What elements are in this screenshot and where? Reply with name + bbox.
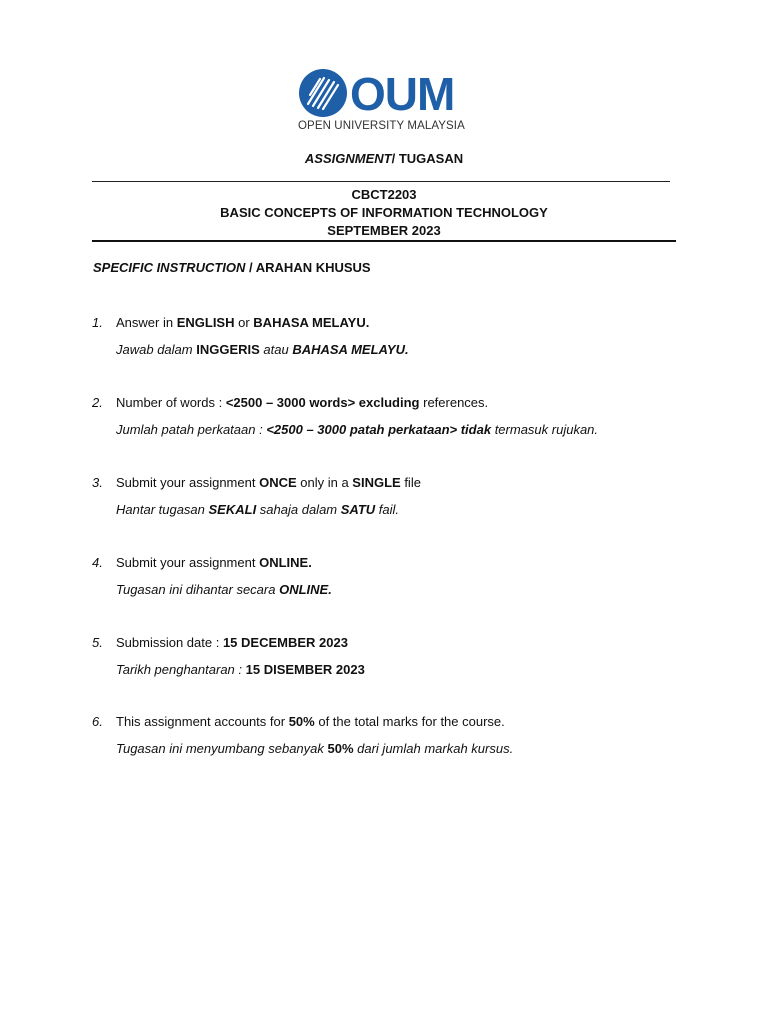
instruction-segment: Submit your assignment [116,555,260,570]
instruction-segment: ONLINE. [279,582,332,597]
header-divider [92,181,670,182]
course-name: BASIC CONCEPTS OF INFORMATION TECHNOLOGY [220,205,548,220]
instruction-segment: SATU [340,502,376,517]
instruction-number: 5. [92,635,103,650]
instruction-number: 2. [92,395,103,410]
instruction-segment: Jumlah patah perkataan : [116,422,267,437]
instruction-text-ms [116,422,598,437]
instruction-text-ms [116,342,409,357]
instruction-segment: 15 DECEMBER 2023 [222,635,348,650]
specific-instruction-en: SPECIFIC INSTRUCTION [93,260,246,275]
semester: SEPTEMBER 2023 [327,223,441,238]
instruction-segment: SINGLE [352,475,401,490]
instruction-segment: <2500 – 3000 words> excluding [225,395,420,410]
instruction-segment: file [400,475,421,490]
instruction-text-en [116,395,488,410]
instruction-segment: Tarikh penghantaran : [116,662,246,677]
instruction-segment: <2500 – 3000 patah perkataan> tidak [266,422,492,437]
assignment-title-en: ASSIGNMENT [304,151,392,166]
instruction-text-ms [116,582,332,597]
oum-logo [298,68,478,138]
instruction-segment: termasuk rujukan. [491,422,599,437]
instruction-segment: Hantar tugasan [116,502,209,517]
instruction-segment: Answer in [116,315,177,330]
instruction-segment: Tugasan ini dihantar secara [116,582,280,597]
instruction-segment: ONLINE. [259,555,312,570]
specific-instruction-heading [93,260,371,275]
instruction-segment: only in a [296,475,353,490]
instruction-segment: Submission date : [116,635,223,650]
instruction-text-ms [116,741,513,756]
instruction-segment: ENGLISH [176,315,235,330]
instruction-text-ms [116,662,365,677]
instruction-text-en [116,315,369,330]
instruction-number: 3. [92,475,103,490]
assignment-title-separator: / [391,151,399,166]
instruction-segment: INGGERIS [196,342,260,357]
instruction-segment: ONCE [259,475,297,490]
instruction-segment: 50% [288,714,315,729]
instruction-segment: atau [259,342,293,357]
instruction-number: 1. [92,315,103,330]
instruction-segment: of the total marks for the course. [314,714,505,729]
instruction-segment: sahaja dalam [256,502,341,517]
instruction-text-en [116,714,505,729]
instruction-segment: references. [419,395,489,410]
instruction-text-en [116,475,421,490]
assignment-title-ms: TUGASAN [398,151,464,166]
instruction-segment: dari jumlah markah kursus. [353,741,514,756]
instruction-segment: Submit your assignment [116,475,260,490]
specific-instruction-separator: / [245,260,256,275]
instruction-text-en [116,555,312,570]
instruction-text-en [116,635,348,650]
oum-globe-icon [298,68,348,118]
instruction-segment: fail. [375,502,400,517]
logo-brand: OUM [350,68,455,120]
course-code: CBCT2203 [351,187,417,202]
instruction-segment: BAHASA MELAYU. [253,315,370,330]
specific-instruction-ms: ARAHAN KHUSUS [255,260,371,275]
instruction-segment: 15 DISEMBER 2023 [245,662,365,677]
instruction-segment: or [234,315,254,330]
instruction-segment: BAHASA MELAYU. [292,342,409,357]
header-rule [92,240,676,242]
instruction-segment: SEKALI [208,502,257,517]
instruction-segment: 50% [327,741,354,756]
instruction-segment: Tugasan ini menyumbang sebanyak [116,741,328,756]
instruction-segment: Number of words : [116,395,226,410]
instruction-segment: This assignment accounts for [116,714,289,729]
assignment-title [0,151,768,166]
instruction-number: 4. [92,555,103,570]
instruction-segment: Jawab dalam [116,342,197,357]
instruction-text-ms [116,502,399,517]
instruction-number: 6. [92,714,103,729]
logo-subtitle: OPEN UNIVERSITY MALAYSIA [298,120,465,132]
